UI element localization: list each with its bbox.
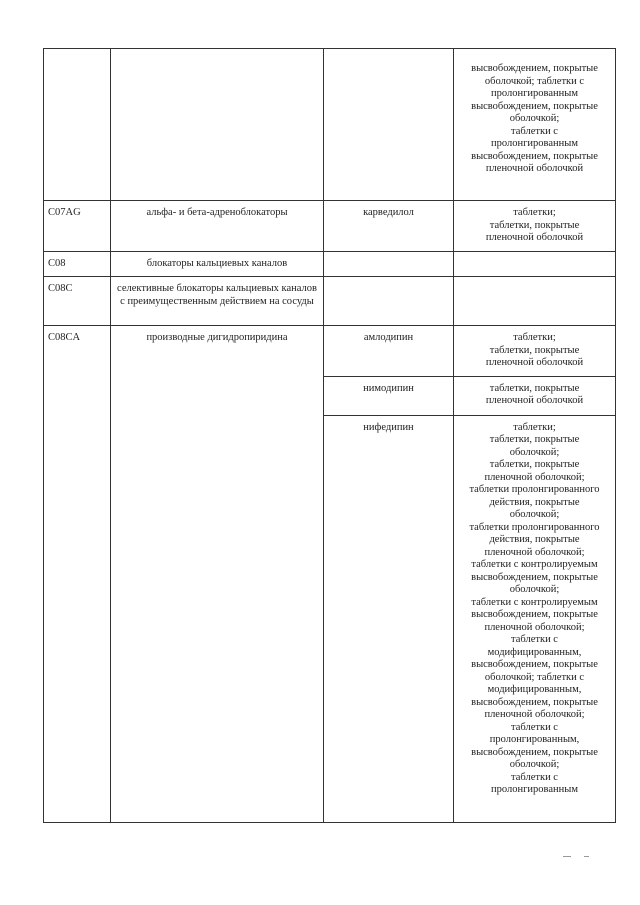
group-name-cell [111,49,324,201]
atc-code-cell: C08CA [44,326,111,377]
group-name-cell: производные дигидропиридина [111,326,324,377]
inn-cell [324,49,454,201]
atc-code-cell [44,376,111,415]
table-row [44,277,616,326]
scan-mark [563,856,571,857]
table-row [44,251,616,277]
dosage-forms-cell: высвобождением, покрытые оболочкой; таблетки с пролонгированным высвобождением, покрытые оболочкой; таблетки с пролонгированным высвобождением, покрытые пленочной оболочкой [454,49,616,201]
dosage-forms-cell [454,251,616,277]
table-row [44,49,616,201]
group-name-cell: блокаторы кальциевых каналов [111,251,324,277]
inn-cell: нимодипин [324,376,454,415]
dosage-forms-cell: таблетки; таблетки, покрытые оболочкой; таблетки, покрытые пленочной оболочкой; таблетки пролонгированного действия, покрытые оболочкой; таблетки пролонгированного действия, покрытые пленочной оболочкой; таблетки с контролируемым высвобождением, покрытые оболочкой; таблетки с контролируемым высвобождением, покрытые пленочной оболочкой; таблетки с модифицированным, высвобождением, покрытые оболочкой; таблетки с модифицированным, высвобождением, покрытые пленочной оболочкой; таблетки с пролонгированным, высвобождением, покрытые оболочкой; таблетки с пролонгированным [454,415,616,822]
table-row [44,376,616,415]
table-row [44,415,616,822]
atc-code-cell: C08 [44,251,111,277]
group-name-cell [111,376,324,415]
group-name-cell: альфа- и бета-адреноблокаторы [111,201,324,252]
drug-table [43,48,616,823]
inn-cell [324,277,454,326]
inn-cell: нифедипин [324,415,454,822]
scan-mark [584,856,589,857]
table-row [44,201,616,252]
table-row [44,326,616,377]
atc-code-cell: C07AG [44,201,111,252]
atc-code-cell [44,415,111,822]
inn-cell: карведилол [324,201,454,252]
dosage-forms-cell: таблетки; таблетки, покрытые пленочной оболочкой [454,201,616,252]
inn-cell: амлодипин [324,326,454,377]
atc-code-cell: C08C [44,277,111,326]
dosage-forms-cell: таблетки; таблетки, покрытые пленочной оболочкой [454,326,616,377]
inn-cell [324,251,454,277]
group-name-cell: селективные блокаторы кальциевых каналов с преимущественным действием на сосуды [111,277,324,326]
dosage-forms-cell [454,277,616,326]
dosage-forms-cell: таблетки, покрытые пленочной оболочкой [454,376,616,415]
group-name-cell [111,415,324,822]
atc-code-cell [44,49,111,201]
